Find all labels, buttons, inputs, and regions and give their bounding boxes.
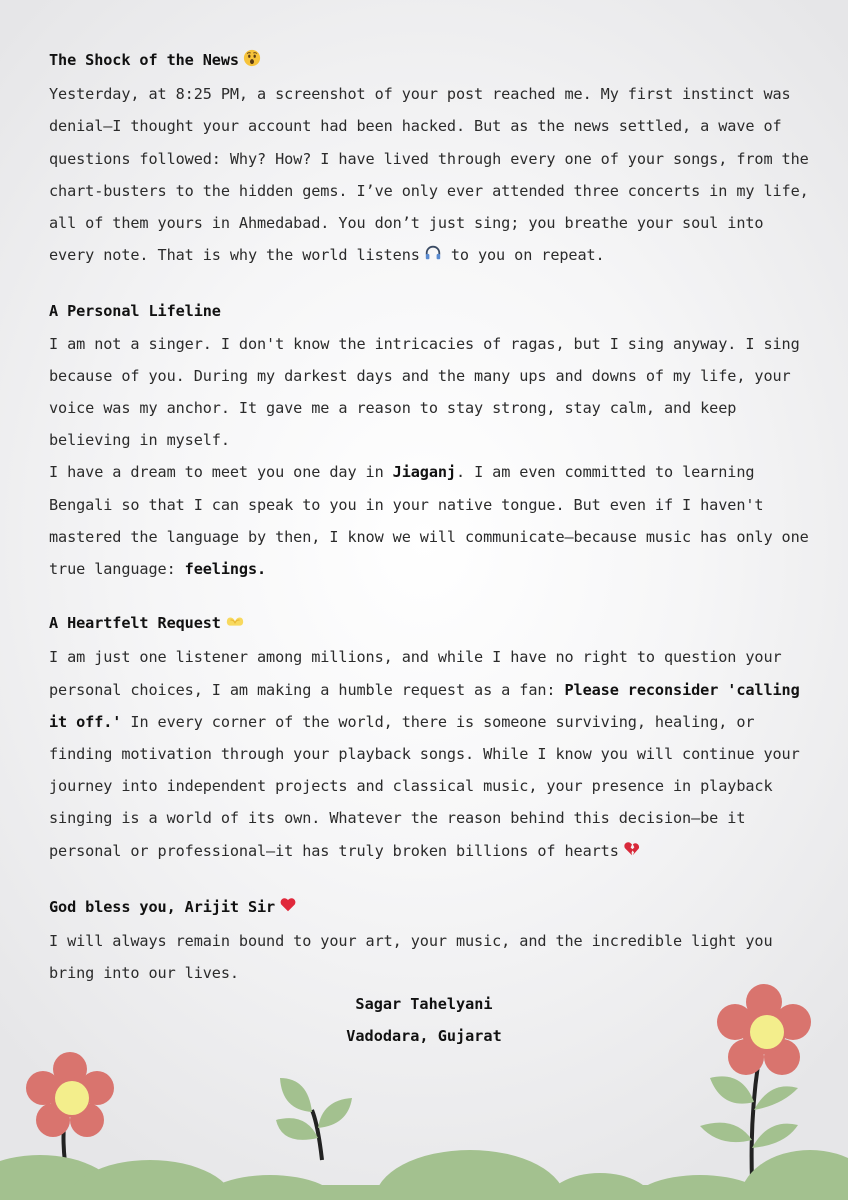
astonished-face-icon (243, 46, 261, 78)
section-heading-shock: The Shock of the News (49, 44, 809, 78)
broken-heart-icon (623, 837, 641, 869)
signature-place: Vadodara, Gujarat (346, 1027, 502, 1046)
section-lifeline-paragraph-2: I have a dream to meet you one day in Jiaganj. I am even committed to learning Bengali so that I can speak to you in your native tongue. But even if I haven't mastered the language by then, I know we will communicate—because music has only one true language: feelings. (49, 463, 809, 579)
signature-name: Sagar Tahelyani (355, 995, 493, 1013)
red-heart-icon (279, 893, 297, 925)
feelings-highlight: feelings. (184, 560, 267, 579)
section-heading-blessing: God bless you, Arijit Sir (49, 891, 809, 925)
request-highlight: Please reconsider 'calling it off.' (49, 680, 800, 731)
heart-hands-icon (225, 609, 245, 641)
section-request-paragraph: I am just one listener among millions, and while I have no right to question your personal choices, I am making a humble request as a fan: Please reconsider 'calling it off.' In every corner of the world, there is someone surviving, healing, or finding motivation through your playback songs. While I know you will continue your journey into independent projects and classical music, your presence in playback singing is a world of its own. Whatever the reason behind this decision—be it personal or professional—it has truly broken billions of hearts (49, 641, 809, 868)
flower-garden-illustration (0, 960, 848, 1200)
section-blessing-paragraph: I will always remain bound to your art, your music, and the incredible light you bring into our lives. (49, 932, 773, 983)
place-highlight: Jiaganj (392, 463, 456, 482)
section-shock-paragraph: Yesterday, at 8:25 PM, a screenshot of your post reached me. My first instinct was denial—I thought your account had been hacked. But as the news settled, a wave of questions followed: Why? How? I have lived through every one of your songs, from the chart-busters to the hidden gems. I’ve only ever attended three concerts in my life, all of them yours in Ahmedabad. You don’t just sing; you breathe your soul into every note. That is why the world listens to you on repeat. (49, 78, 809, 273)
letter-body (49, 44, 809, 989)
section-lifeline-paragraph-1: I am not a singer. I don't know the intricacies of ragas, but I sing anyway. I sing because of you. During my darkest days and the many ups and downs of my life, your voice was my anchor. It gave me a reason to stay strong, stay calm, and keep believing in myself. (49, 334, 800, 450)
middle-sprout (276, 1078, 352, 1160)
headphones-icon (424, 241, 442, 273)
section-heading-request: A Heartfelt Request (49, 607, 809, 641)
green-hills (0, 1150, 848, 1200)
right-flower (700, 984, 811, 1180)
section-heading-lifeline: A Personal Lifeline (49, 302, 221, 321)
